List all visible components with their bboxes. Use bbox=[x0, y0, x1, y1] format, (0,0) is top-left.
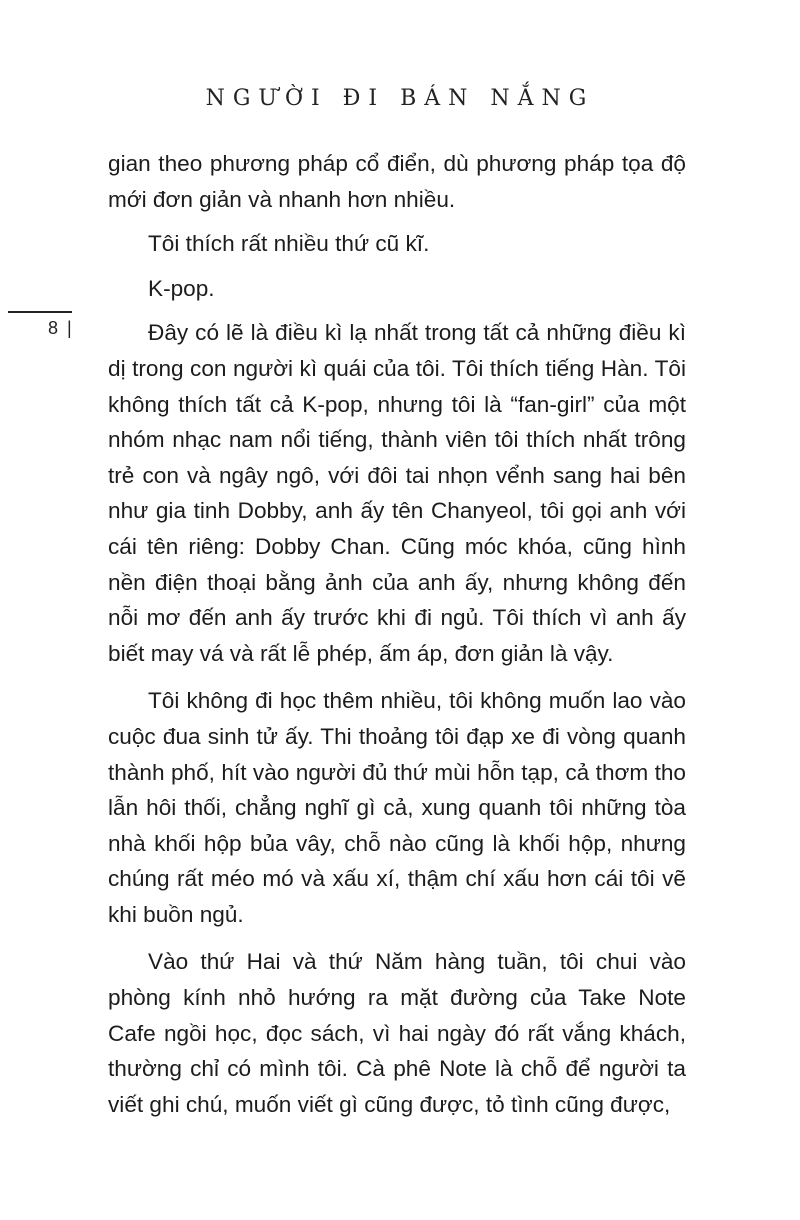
paragraph: Vào thứ Hai và thứ Năm hàng tuần, tôi chui vào phòng kính nhỏ hướng ra mặt đường của Take Note Cafe ngồi học, đọc sách, vì hai ngày đó rất vắng khách, thường chỉ có mình tôi. Cà phê Note là chỗ để người ta viết ghi chú, muốn viết gì cũng được, tỏ tình cũng được, bbox=[108, 949, 686, 1117]
paragraph: Tôi không đi học thêm nhiều, tôi không muốn lao vào cuộc đua sinh tử ấy. Thi thoảng tôi đạp xe đi vòng quanh thành phố, hít vào người đủ thứ mùi hỗn tạp, cả thơm tho lẫn hôi thối, chẳng nghĩ gì cả, xung quanh tôi những tòa nhà khối hộp bủa vây, chỗ nào cũng là khối hộp, nhưng chúng rất méo mó và xấu xí, thậm chí xấu hơn cái tôi vẽ khi buồn ngủ. bbox=[108, 688, 686, 927]
body-text bbox=[108, 146, 686, 1122]
paragraph-continuation: gian theo phương pháp cổ điển, dù phương pháp tọa độ mới đơn giản và nhanh hơn nhiều. bbox=[108, 151, 686, 212]
page-number: 8 | bbox=[48, 318, 74, 338]
page-number-rule bbox=[8, 311, 72, 313]
paragraph: Đây có lẽ là điều kì lạ nhất trong tất cả những điều kì dị trong con người kì quái của tôi. Tôi thích tiếng Hàn. Tôi không thích tất cả K-pop, nhưng tôi là “fan-girl” của một nhóm nhạc nam nổi tiếng, thành viên tôi thích nhất trông trẻ con và ngây ngô, với đôi tai nhọn vểnh sang hai bên như gia tinh Dobby, anh ấy tên Chanyeol, tôi gọi anh với cái tên riêng: Dobby Chan. Cũng móc khóa, cũng hình nền điện thoại bằng ảnh của anh ấy, nhưng không đến nỗi mơ đến anh ấy trước khi đi ngủ. Tôi thích vì anh ấy biết may vá và rất lễ phép, ấm áp, đơn giản là vậy. bbox=[108, 320, 686, 666]
paragraph: Tôi thích rất nhiều thứ cũ kĩ. bbox=[148, 231, 430, 257]
paragraph: K-pop. bbox=[148, 275, 215, 301]
running-header: NGƯỜI ĐI BÁN NẮNG bbox=[205, 86, 595, 111]
